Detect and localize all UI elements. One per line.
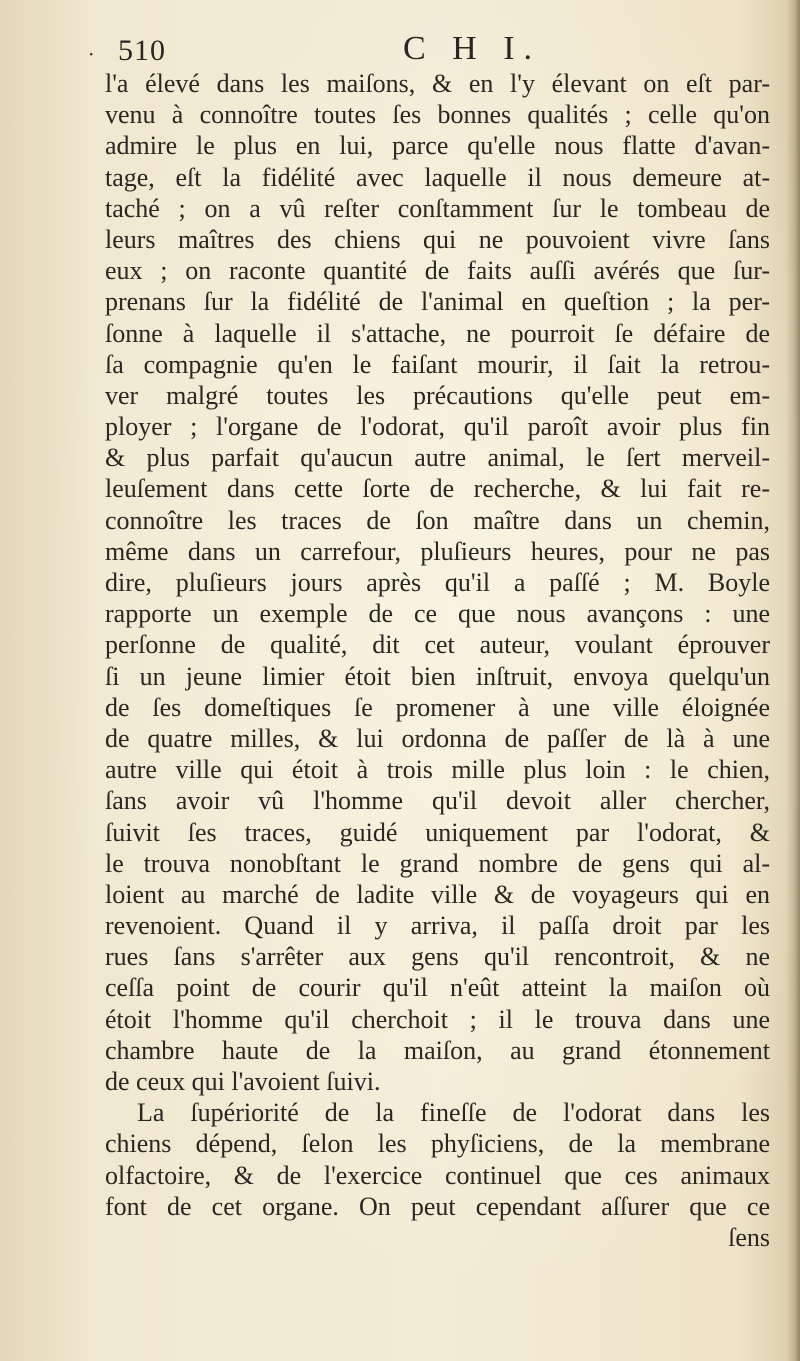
text-line: ſans avoir vû l'homme qu'il devoit aller chercher, [105, 786, 770, 816]
text-line: autre ville qui étoit à trois mille plus loin : le chien, [105, 755, 770, 785]
text-line: connoître les traces de ſon maître dans un chemin, [105, 505, 770, 535]
text-line: l'a élevé dans les maiſons, & en l'y élevant on eſt par- [105, 69, 770, 98]
text-line: ſa compagnie qu'en le faiſant mourir, il ſait la retrou- [105, 349, 770, 379]
body-text [105, 68, 770, 1253]
text-line: revenoient. Quand il y arriva, il paſſa droit par les [105, 911, 770, 941]
text-line: de quatre milles, & lui ordonna de paſſer de là à une [105, 723, 770, 753]
text-line: eux ; on raconte quantité de faits auſſi avérés que ſur- [105, 256, 770, 286]
page-edge-shadow [786, 0, 800, 1361]
text-line: dire, pluſieurs jours après qu'il a paſſé ; M. Boyle [105, 568, 770, 597]
text-line: ſonne à laquelle il s'attache, ne pourroit ſe défaire de [105, 318, 770, 348]
text-line: le trouva nonobſtant le grand nombre de gens qui al- [105, 848, 770, 878]
text-line: de ſes domeſtiques ſe promener à une ville éloignée [105, 692, 770, 722]
text-line: même dans un carrefour, pluſieurs heures, pour ne pas [105, 536, 770, 566]
text-line: ver malgré toutes les précautions qu'elle peut em- [105, 380, 770, 410]
catchword: ſens [728, 1222, 770, 1252]
text-line: rues ſans s'arrêter aux gens qu'il rencontroit, & ne [105, 942, 770, 972]
text-line: prenans ſur la fidélité de l'animal en queſtion ; la per- [105, 287, 770, 317]
text-line: ſi un jeune limier étoit bien inſtruit, envoya quelqu'un [105, 661, 770, 691]
text-line: loient au marché de ladite ville & de voyageurs qui en [105, 879, 770, 909]
text-line: rapporte un exemple de ce que nous avançons : une [105, 599, 770, 629]
text-line: chiens dépend, ſelon les phyſiciens, de la membrane [105, 1129, 770, 1159]
text-line: chambre haute de la maiſon, au grand étonnement [105, 1035, 770, 1065]
text-line: & plus parfait qu'aucun autre animal, le ſert merveil- [105, 443, 770, 473]
text-line: leurs maîtres des chiens qui ne pouvoient vivre ſans [105, 224, 770, 254]
text-line: ployer ; l'organe de l'odorat, qu'il paroît avoir plus fin [105, 412, 770, 442]
text-line: admire le plus en lui, parce qu'elle nous flatte d'avan- [105, 131, 770, 161]
text-line: leuſement dans cette ſorte de recherche, & lui fait re- [105, 474, 770, 504]
text-line: tage, eſt la fidélité avec laquelle il nous demeure at- [105, 162, 770, 192]
paragraph-2 [105, 1097, 770, 1222]
running-head: C H I. [403, 30, 542, 67]
text-line: venu à connoître toutes ſes bonnes qualités ; celle qu'on [105, 100, 770, 130]
text-line: ceſſa point de courir qu'il n'eût atteint la maiſon où [105, 973, 770, 1003]
text-line: étoit l'homme qu'il cherchoit ; il le trouva dans une [105, 1004, 770, 1034]
text-line: olfactoire, & de l'exercice continuel que ces animaux [105, 1160, 770, 1190]
text-line: perſonne de qualité, dit cet auteur, voulant éprouver [105, 630, 770, 660]
paragraph-1 [105, 68, 770, 1097]
text-line: La ſupériorité de la fineſſe de l'odorat dans les [137, 1098, 770, 1128]
text-line: de ceux qui l'avoient ſuivi. [105, 1067, 381, 1096]
page-header [88, 30, 678, 67]
text-line: ſuivit ſes traces, guidé uniquement par l'odorat, & [105, 817, 770, 847]
text-line: font de cet organe. On peut cependant aſſurer que ce [105, 1191, 770, 1221]
page-number: 510 [118, 34, 166, 67]
text-line: taché ; on a vû reſter conſtamment ſur le tombeau de [105, 193, 770, 223]
ink-mark: · [88, 42, 95, 66]
